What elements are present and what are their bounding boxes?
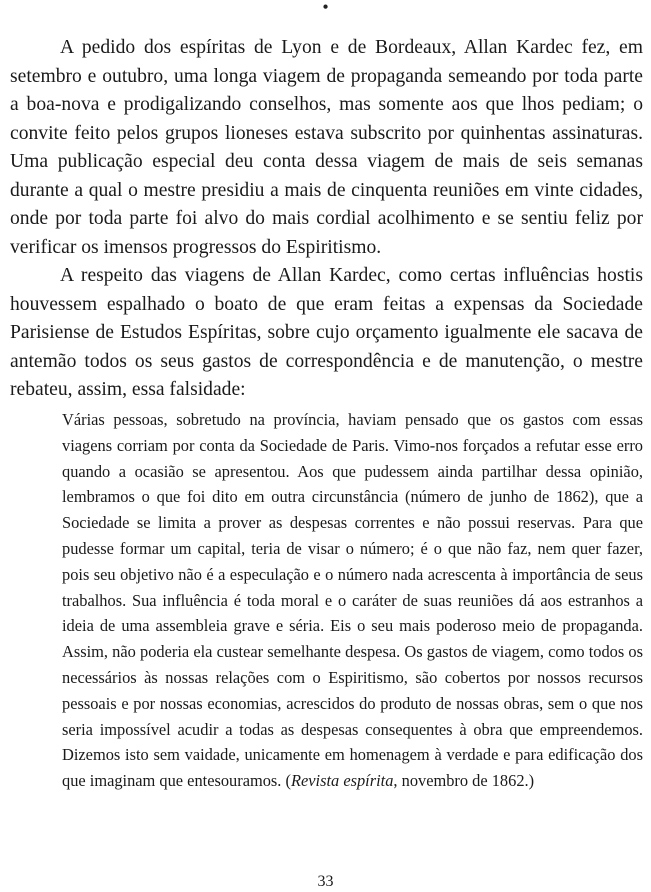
- citation-title: Revista espírita: [290, 771, 394, 791]
- quote-body: Várias pessoas, sobretudo na província, haviam pensado que os gastos com essas viagens corriam por conta da Sociedade de Paris. Vimo-nos forçados a refutar esse erro quando a ocasião se apresentou. Aos que pudessem ainda partilhar dessa opinião, lembramos o que foi dito em outra circunstância (número de junho de 1862), que a Sociedade se limita a prover as despesas correntes e não possui reservas. Para que pudesse formar um capital, teria de visar o número; é o que não faz, nem quer fazer, pois seu objetivo não é a especulação e o número nada acrescenta à importância de seus trabalhos. Sua influência é toda moral e o caráter de suas reuniões dá aos estranhos a ideia de uma assembleia grave e séria. Eis o seu mais poderoso meio de propaganda. Assim, não poderia ela custear semelhante despesa. Os gastos de viagem, como todos os necessários às nossas relações com o Espiritismo, são cobertos por nossos recursos pessoais e por nossas economias, acrescidos do produto de nossas obras, sem o que nos seria impossível acudir a todas as despesas consequentes à obra que empreendemos. Dizemos isto sem vaidade, unicamente em homenagem à verdade e para edificação dos que imaginam que entesouramos.: [62, 410, 643, 791]
- quote-citation: (Revista espírita, novembro de 1862.): [285, 771, 535, 791]
- quote-text: [62, 407, 643, 794]
- main-text: [10, 34, 643, 405]
- paragraph-rumor: A respeito das viagens de Allan Kardec, como certas influências hostis houvessem espalhado o boato de que eram feitas a expensas da Sociedade Parisiense de Estudos Espíritas, sobre cujo orçamento igualmente ele sacava de antemão todos os seus gastos de correspondência e de manutenção, o mestre rebateu, assim, essa falsidade:: [10, 265, 643, 400]
- paragraph-travels: A pedido dos espíritas de Lyon e de Bordeaux, Allan Kardec fez, em setembro e outubro, uma longa viagem de propaganda semeando por toda parte a boa-nova e prodigalizando conselhos, mas somente aos que lhos pediam; o convite feito pelos grupos lioneses estava subscrito por quinhentas assinaturas. Uma publicação especial deu conta dessa viagem de mais de seis semanas durante a qual o mestre presidiu a mais de cinquenta reuniões em vinte cidades, onde por toda parte foi alvo do mais cordial acolhimento e se sentiu feliz por verificar os imensos progressos do Espiritismo.: [10, 37, 643, 258]
- block-quote: [62, 407, 643, 794]
- top-ornament: •: [322, 0, 329, 17]
- page-number: 33: [317, 873, 334, 890]
